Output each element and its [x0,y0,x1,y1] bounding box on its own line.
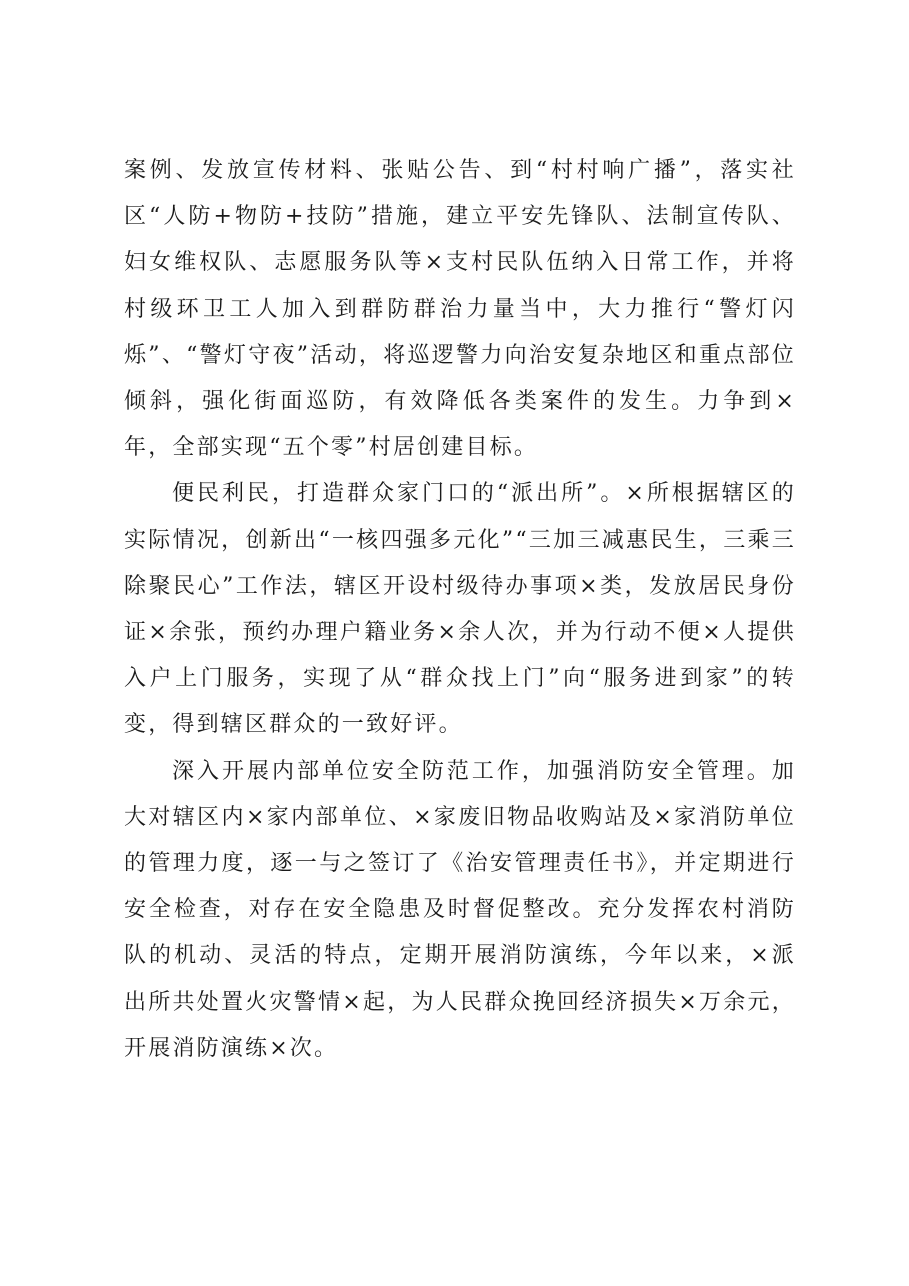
paragraph-2: 便民利民，打造群众家门口的“派出所”。×所根据辖区的实际情况，创新出“一核四强多元化”“三加三减惠民生，三乘三除聚民心”工作法，辖区开设村级待办事项×类，发放居民身份证×余张，预约办理户籍业务×余人次，并为行动不便×人提供入户上门服务，实现了从“群众找上门”向“服务进到家”的转变，得到辖区群众的一致好评。 [124,481,796,738]
paragraph-3: 深入开展内部单位安全防范工作，加强消防安全管理。加大对辖区内×家内部单位、×家废旧物品收购站及×家消防单位的管理力度，逐一与之签订了《治安管理责任书》，并定期进行安全检查，对存在安全隐患及时督促整改。充分发挥农村消防队的机动、灵活的特点，定期开展消防演练，今年以来，×派出所共处置火灾警情×起，为人民群众挽回经济损失×万余元，开展消防演练×次。 [124,758,796,1061]
paragraph-1: 案例、发放宣传材料、张贴公告、到“村村响广播”，落实社区“人防+物防+技防”措施，建立平安先锋队、法制宣传队、妇女维权队、志愿服务队等×支村民队伍纳入日常工作，并将村级环卫工人加入到群防群治力量当中，大力推行“警灯闪烁”、“警灯守夜”活动，将巡逻警力向治安复杂地区和重点部位倾斜，强化街面巡防，有效降低各类案件的发生。力争到×年，全部实现“五个零”村居创建目标。 [124,158,796,461]
document-body [124,148,796,1072]
